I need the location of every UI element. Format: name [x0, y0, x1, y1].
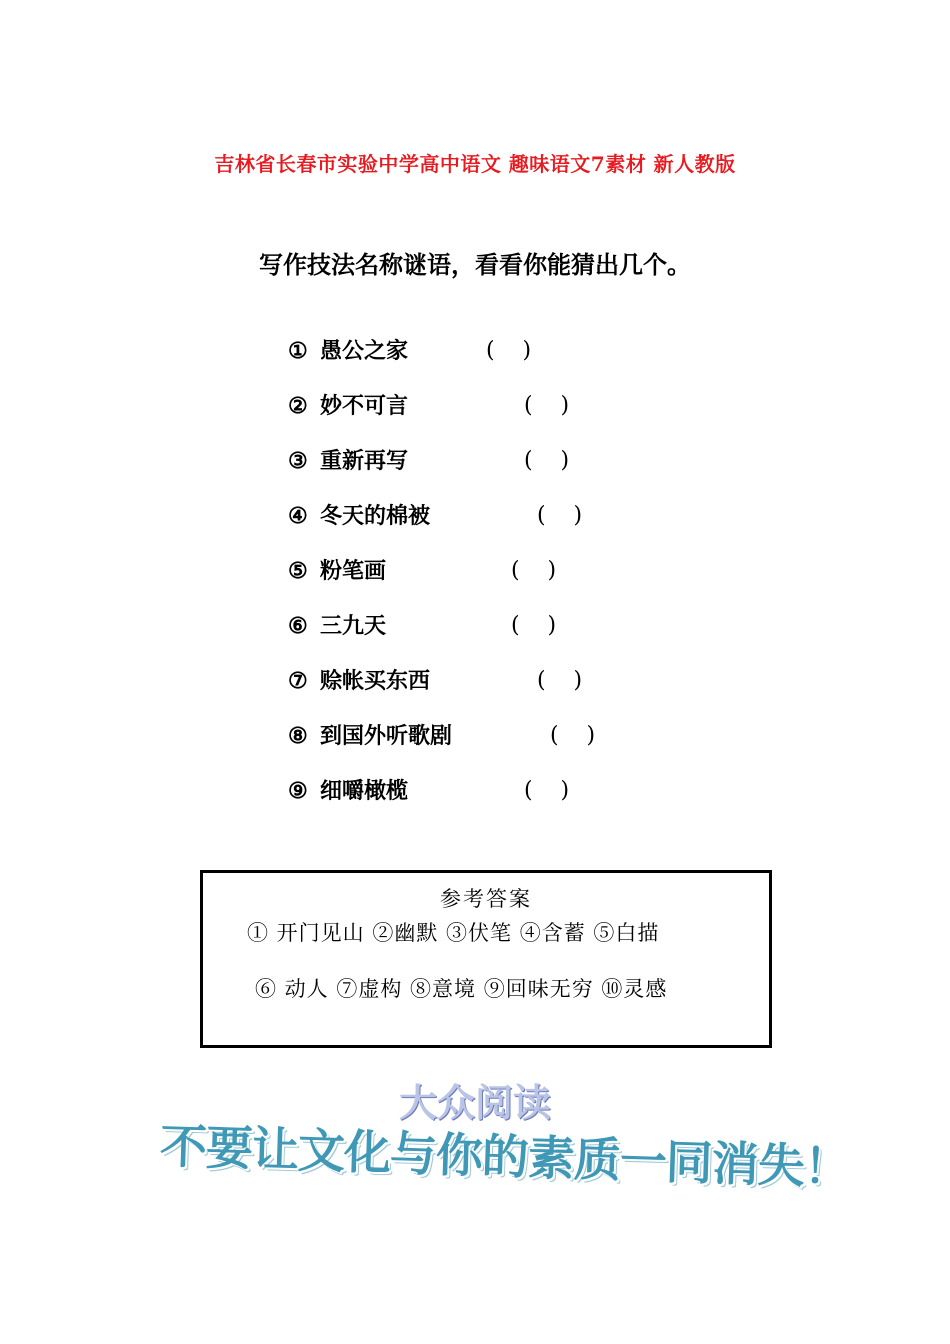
riddle-number: ⑨ [288, 778, 308, 804]
riddle-number: ② [288, 393, 308, 419]
riddle-item [288, 664, 583, 698]
answer-blank: ( ) [524, 778, 570, 803]
answer-blank: ( ) [537, 503, 583, 528]
answer-blank: ( ) [511, 558, 557, 583]
riddle-text: 冬天的棉被 [320, 503, 431, 529]
riddle-number: ⑤ [288, 558, 308, 584]
riddle-item [288, 389, 570, 423]
answer-blank: ( ) [524, 393, 570, 418]
riddle-text: 到国外听歌剧 [320, 723, 453, 749]
riddle-number: ⑧ [288, 723, 308, 749]
slogan-text: 不要让文化与你的素质一同消失！ [159, 1119, 851, 1196]
riddle-text: 赊帐买东西 [320, 668, 431, 694]
riddle-number: ⑥ [288, 613, 308, 639]
answer-blank: ( ) [511, 613, 557, 638]
riddle-number: ① [288, 338, 308, 364]
riddle-text: 三九天 [320, 613, 387, 639]
answer-blank: ( ) [537, 668, 583, 693]
riddle-item [288, 719, 596, 753]
slogan-heading: 大众阅读 [398, 1081, 551, 1125]
riddle-number: ⑦ [288, 668, 308, 694]
riddle-text: 愚公之家 [320, 338, 409, 364]
riddle-number: ③ [288, 448, 308, 474]
riddle-text: 重新再写 [320, 448, 409, 474]
riddle-item [288, 554, 557, 588]
document-subtitle: 写作技法名称谜语，看看你能猜出几个。 [259, 250, 691, 279]
riddle-item [288, 774, 570, 808]
answer-blank: ( ) [524, 448, 570, 473]
answer-blank: ( ) [550, 723, 596, 748]
answer-blank: ( ) [486, 338, 532, 363]
answer-line-1: ① 开门见山 ②幽默 ③伏笔 ④含蓄 ⑤白描 [247, 921, 660, 945]
riddle-number: ④ [288, 503, 308, 529]
riddle-item [288, 609, 557, 643]
riddle-text: 粉笔画 [320, 558, 387, 584]
riddle-item [288, 444, 570, 478]
answer-title: 参考答案 [440, 887, 532, 911]
riddle-item [288, 499, 583, 533]
answer-line-2: ⑥ 动人 ⑦虚构 ⑧意境 ⑨回味无穷 ⑩灵感 [255, 977, 668, 1001]
document-title: 吉林省长春市实验中学高中语文 趣味语文7素材 新人教版 [214, 152, 736, 176]
riddle-item [288, 334, 532, 368]
answer-box [200, 870, 772, 1048]
riddle-text: 细嚼橄榄 [320, 778, 409, 804]
riddle-text: 妙不可言 [320, 393, 409, 419]
